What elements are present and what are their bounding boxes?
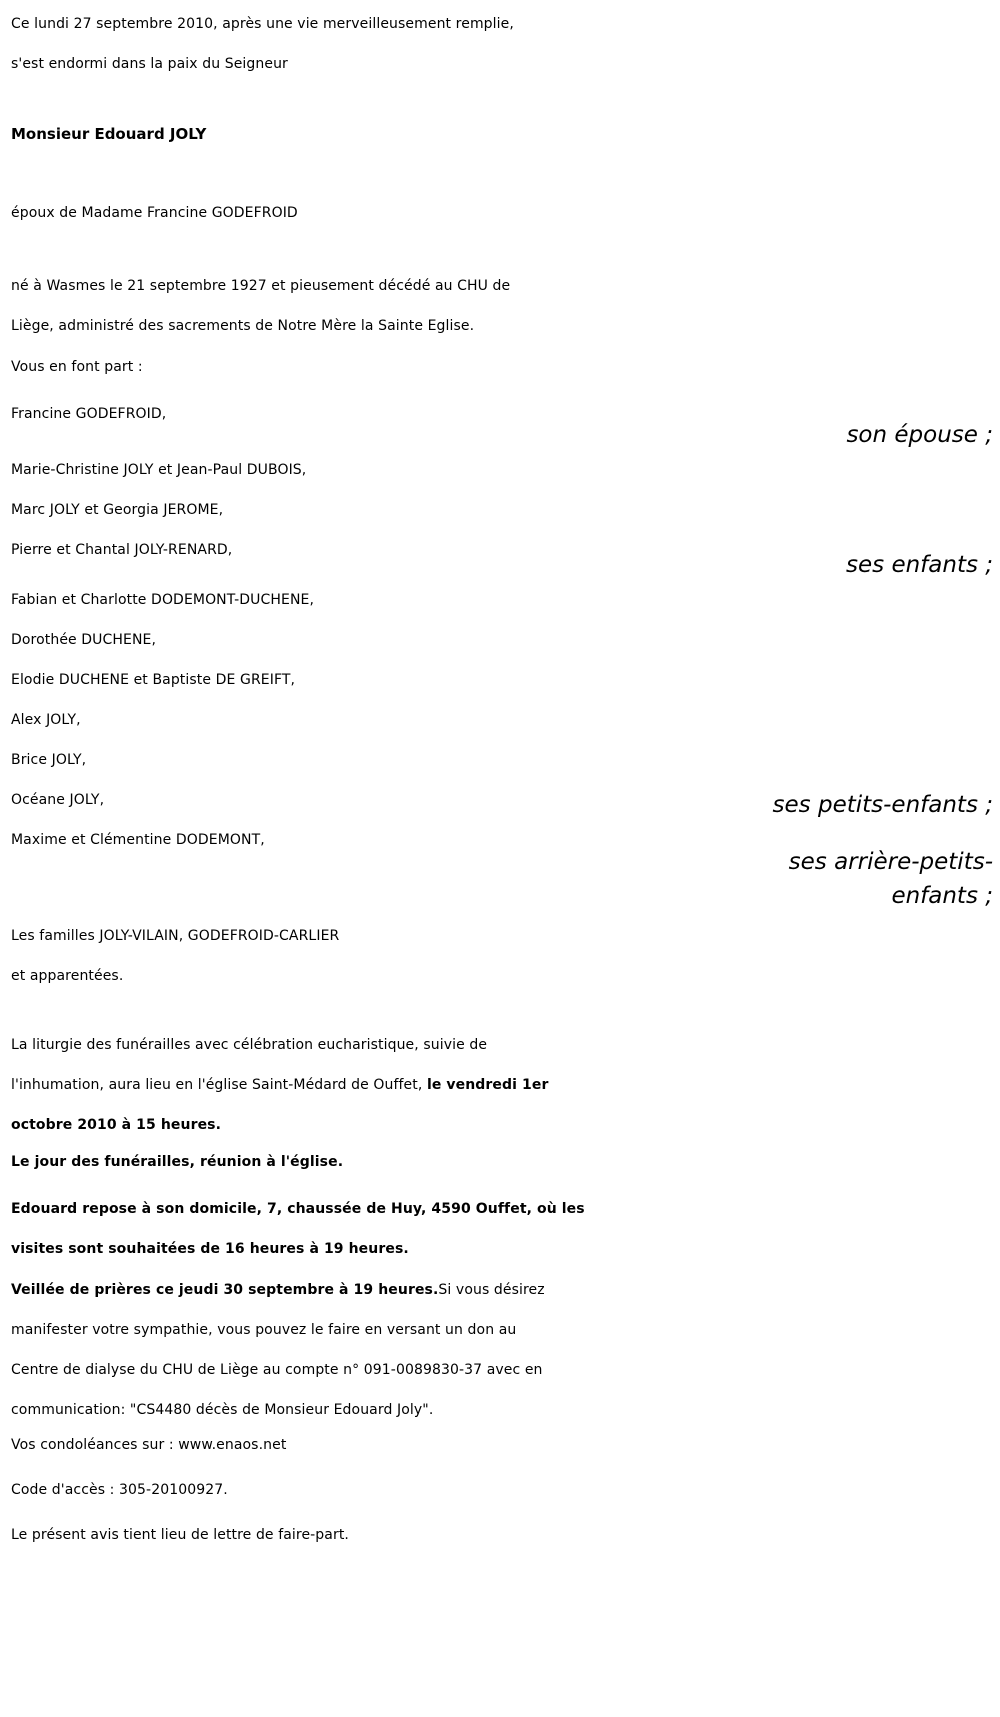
great-grandchild-name: Maxime et Clémentine DODEMONT,	[11, 832, 265, 848]
access-code-line: Code d'accès : 305-20100927.	[11, 1482, 228, 1498]
family-related	[11, 916, 993, 996]
grandchild-name: Elodie DUCHENE et Baptiste DE GREIFT,	[11, 672, 296, 688]
role-great-grandchildren	[789, 845, 993, 913]
child-name: Pierre et Chantal JOLY-RENARD,	[11, 542, 233, 558]
role-great-grandchildren-line-2: enfants ;	[891, 883, 993, 909]
visit-paragraph	[11, 1189, 993, 1269]
reunion-text: Le jour des funérailles, réunion à l'église.	[11, 1154, 344, 1170]
grandchild-name: Océane JOLY,	[11, 792, 105, 808]
birth-line-1: né à Wasmes le 21 septembre 1927 et pieusement décédé au CHU de	[11, 278, 511, 294]
funeral-line-1: La liturgie des funérailles avec célébration eucharistique, suivie de	[11, 1037, 488, 1053]
vigil-bold: Veillée de prières ce jeudi 30 septembre à 19 heures.	[11, 1282, 439, 1298]
funeral-date-bold: le vendredi 1er	[426, 1077, 549, 1093]
vigil-line	[11, 1270, 993, 1310]
visit-line-2: visites sont souhaitées de 16 heures à 19 heures.	[11, 1241, 409, 1257]
child-name: Marc JOLY et Georgia JEROME,	[11, 502, 224, 518]
role-spouse: son épouse ;	[846, 422, 993, 448]
visit-line-1: Edouard repose à son domicile, 7, chaussée de Huy, 4590 Ouffet, où les	[11, 1201, 585, 1217]
funeral-line-2	[11, 1065, 993, 1105]
grandchild-name: Fabian et Charlotte DODEMONT-DUCHENE,	[11, 592, 315, 608]
funeral-paragraph	[11, 1025, 993, 1145]
child-name: Marie-Christine JOLY et Jean-Paul DUBOIS,	[11, 462, 307, 478]
birth-death-paragraph	[11, 266, 993, 346]
vigil-plain: Si vous désirez	[438, 1282, 545, 1298]
intro-paragraph	[11, 4, 993, 84]
notice-line: Le présent avis tient lieu de lettre de faire-part.	[11, 1527, 349, 1543]
role-grandchildren: ses petits-enfants ;	[772, 792, 993, 818]
donation-line-3: communication: "CS4480 décès de Monsieur Edouard Joly".	[11, 1402, 434, 1418]
role-great-grandchildren-line-1: ses arrière-petits-	[788, 849, 993, 875]
family-grandchildren	[11, 580, 993, 820]
grandchild-name: Brice JOLY,	[11, 752, 87, 768]
condolences-line: Vos condoléances sur : www.enaos.net	[11, 1437, 287, 1453]
intro-line-2: s'est endormi dans la paix du Seigneur	[11, 56, 288, 72]
families-line-2: et apparentées.	[11, 968, 124, 984]
deceased-name: Monsieur Edouard JOLY	[11, 125, 207, 143]
announcers-intro: Vous en font part :	[11, 359, 143, 375]
reunion-line	[11, 1142, 993, 1182]
families-line-1: Les familles JOLY-VILAIN, GODEFROID-CARLIER	[11, 928, 340, 944]
funeral-line-3: octobre 2010 à 15 heures.	[11, 1117, 222, 1133]
intro-line-1: Ce lundi 27 septembre 2010, après une vie merveilleusement remplie,	[11, 16, 514, 32]
birth-line-2: Liège, administré des sacrements de Notre Mère la Sainte Eglise.	[11, 318, 475, 334]
spouse-line: époux de Madame Francine GODEFROID	[11, 205, 298, 221]
role-children: ses enfants ;	[846, 552, 993, 578]
funeral-line-2-plain: l'inhumation, aura lieu en l'église Saint-Médard de Ouffet,	[11, 1077, 427, 1093]
vigil-donation-paragraph	[11, 1270, 993, 1430]
donation-line-1: manifester votre sympathie, vous pouvez le faire en versant un don au	[11, 1322, 517, 1338]
donation-line-2: Centre de dialyse du CHU de Liège au compte n° 091-0089830-37 avec en	[11, 1362, 543, 1378]
grandchild-name: Dorothée DUCHENE,	[11, 632, 157, 648]
spouse-name: Francine GODEFROID,	[11, 406, 167, 422]
grandchild-name: Alex JOLY,	[11, 712, 81, 728]
